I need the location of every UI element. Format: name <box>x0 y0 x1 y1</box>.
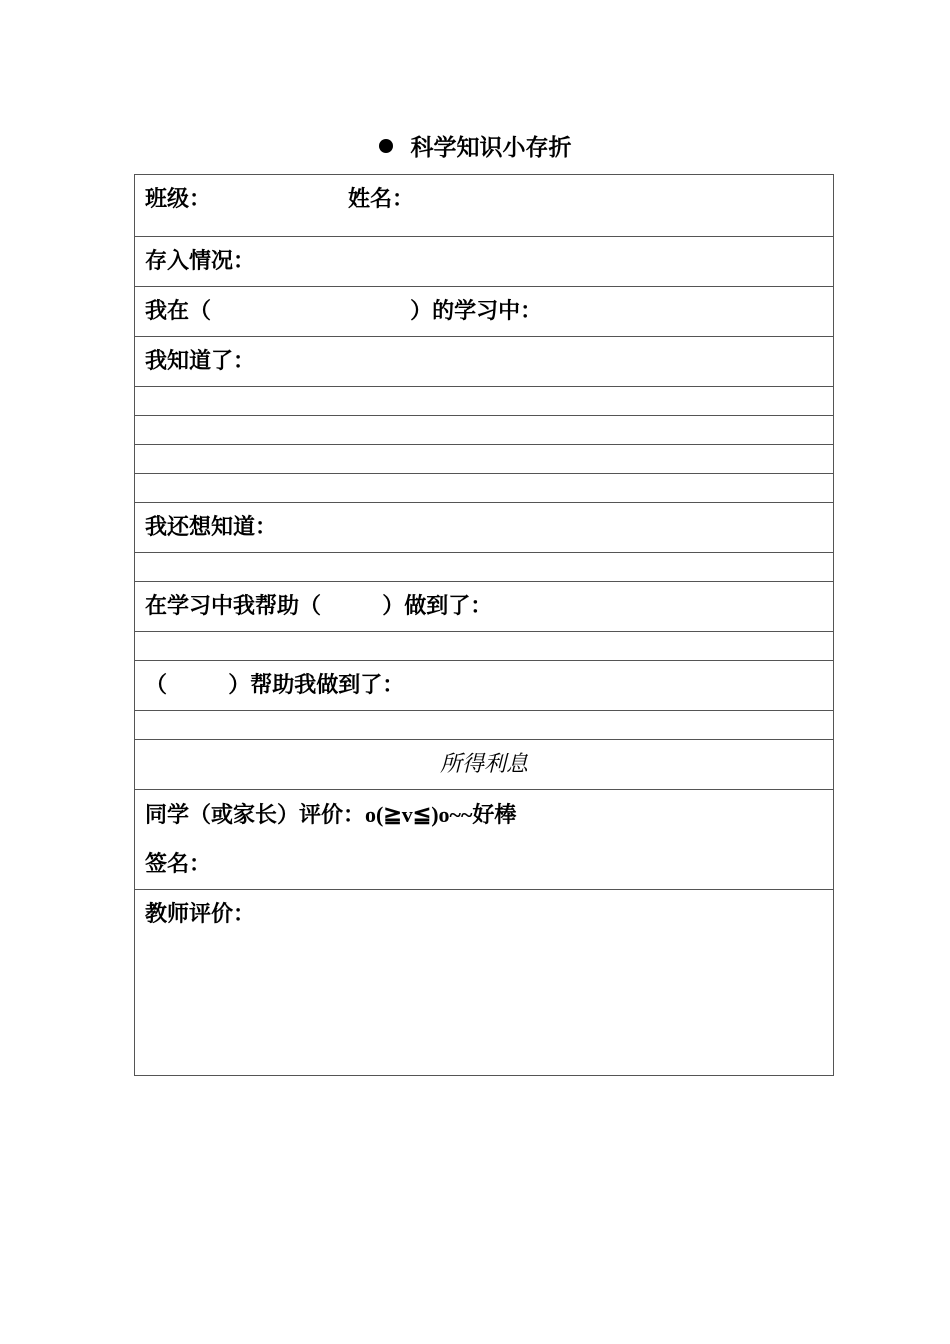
row-helped-by <box>135 661 833 711</box>
peer-eval-label: 同学（或家长）评价： <box>145 803 366 828</box>
page-title <box>0 132 950 164</box>
row-teacher-evaluation <box>135 890 833 1076</box>
writing-line <box>135 553 833 582</box>
helped-by-label: （ ）帮助我做到了： <box>145 673 405 698</box>
writing-line <box>135 387 833 416</box>
study-topic-label: 我在（ ）的学习中： <box>145 299 543 324</box>
title-text: 科学知识小存折 <box>410 135 572 161</box>
row-peer-evaluation <box>135 790 833 890</box>
row-deposit <box>135 237 833 287</box>
row-interest <box>135 740 833 790</box>
row-study-topic <box>135 287 833 337</box>
deposit-label: 存入情况： <box>145 249 256 274</box>
learned-label: 我知道了： <box>145 349 256 374</box>
interest-label: 所得利息 <box>439 752 528 777</box>
row-class-name <box>135 175 833 237</box>
writing-line <box>135 445 833 474</box>
teacher-eval-label: 教师评价： <box>145 902 256 927</box>
writing-line <box>135 711 833 740</box>
row-learned <box>135 337 833 387</box>
helped-label: 在学习中我帮助（ ）做到了： <box>145 594 493 619</box>
peer-eval-emoticon: o(≧v≦)o~~ <box>365 802 473 827</box>
writing-line <box>135 416 833 445</box>
class-label: 班级： <box>145 187 212 212</box>
bullet-icon <box>379 139 393 153</box>
writing-line <box>135 632 833 661</box>
peer-eval-line <box>145 801 516 830</box>
want-know-label: 我还想知道： <box>145 515 278 540</box>
peer-eval-suffix: 好棒 <box>472 803 517 828</box>
writing-line <box>135 474 833 503</box>
row-want-to-know <box>135 503 833 553</box>
row-helped-others <box>135 582 833 632</box>
signature-label: 签名： <box>145 852 212 877</box>
name-label: 姓名： <box>348 187 415 212</box>
knowledge-passbook-form <box>134 174 834 1076</box>
